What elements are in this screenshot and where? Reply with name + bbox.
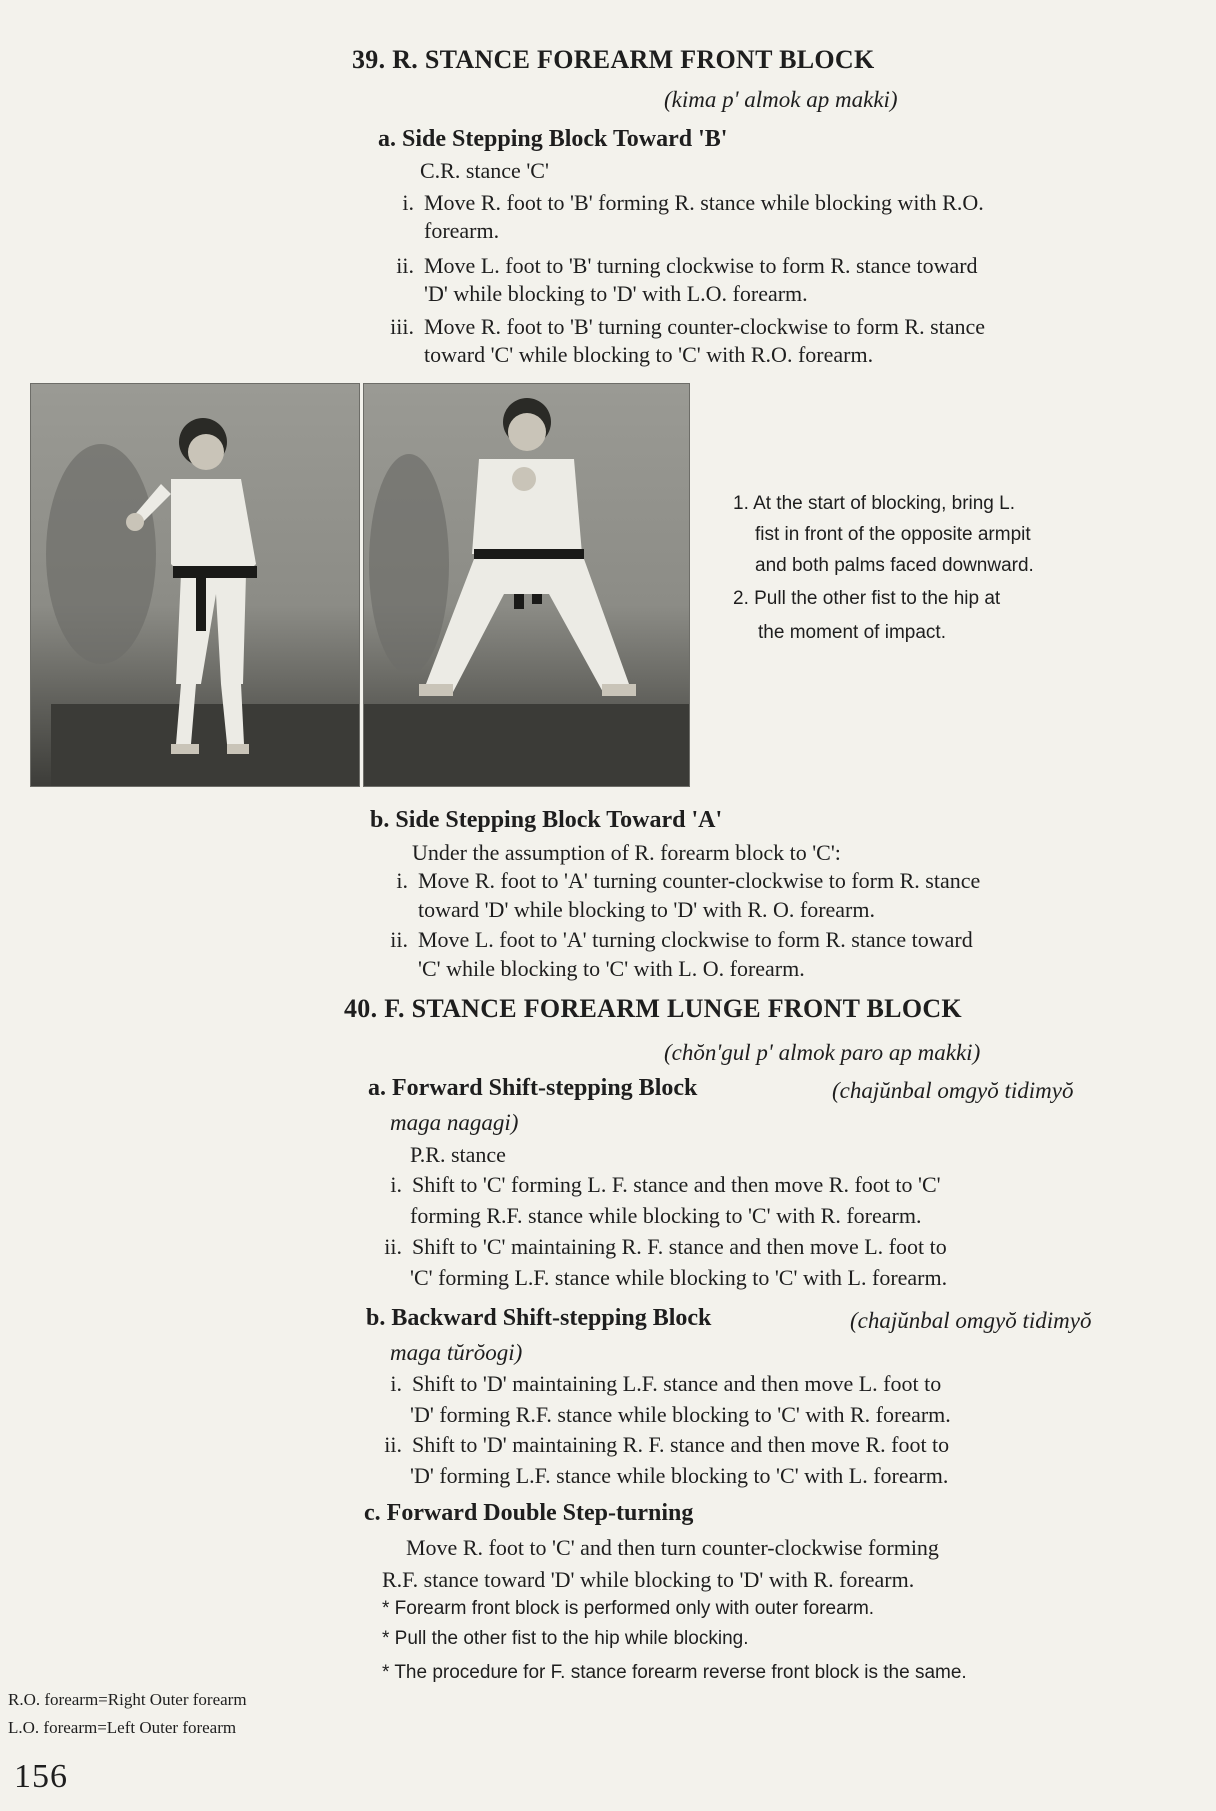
photo-front-stance-figure xyxy=(364,384,689,786)
section-40c-heading: c. Forward Double Step-turning xyxy=(364,1500,694,1526)
photo-side-stance-figure xyxy=(31,384,359,786)
section-40b-step-2-cont: 'D' forming L.F. stance while blocking to 'C' with L. forearm. xyxy=(410,1463,949,1488)
section-40b-heading: b. Backward Shift-stepping Block xyxy=(366,1305,712,1331)
footnote-1: * Forearm front block is performed only with outer forearm. xyxy=(382,1598,875,1619)
section-40a-heading: a. Forward Shift-stepping Block xyxy=(368,1075,698,1101)
section-39b-step-2: ii. Move L. foot to 'A' turning clockwise to form R. stance toward xyxy=(390,927,973,952)
section-39b-intro: Under the assumption of R. forearm block to 'C': xyxy=(412,840,841,865)
note-2-line-2: the moment of impact. xyxy=(758,622,946,643)
legend-ro: R.O. forearm=Right Outer forearm xyxy=(8,1690,247,1709)
section-40c-line-1: Move R. foot to 'C' and then turn counter-clockwise forming xyxy=(406,1535,939,1560)
section-40a-step-1: i. Shift to 'C' forming L. F. stance and then move R. foot to 'C' xyxy=(390,1172,941,1197)
section-39b-heading: b. Side Stepping Block Toward 'A' xyxy=(370,807,723,833)
footnote-2: * Pull the other fist to the hip while blocking. xyxy=(382,1628,749,1649)
section-40a-romanized-1: (chajŭnbal omgyŏ tidimyŏ xyxy=(832,1078,1074,1103)
footnote-3: * The procedure for F. stance forearm reverse front block is the same. xyxy=(382,1662,967,1683)
photo-front-stance xyxy=(363,383,690,787)
section-40a-step-2-cont: 'C' forming L.F. stance while blocking to 'C' with L. forearm. xyxy=(410,1265,948,1290)
section-40-title: 40. F. STANCE FOREARM LUNGE FRONT BLOCK xyxy=(344,994,962,1023)
section-39a-step-3: iii. Move R. foot to 'B' turning counter-clockwise to form R. stance xyxy=(390,314,986,339)
section-39a-step-1: i. Move R. foot to 'B' forming R. stance while blocking with R.O. xyxy=(402,190,984,215)
section-40b-step-1: i. Shift to 'D' maintaining L.F. stance and then move L. foot to xyxy=(390,1371,942,1396)
section-40b-romanized-1: (chajŭnbal omgyŏ tidimyŏ xyxy=(850,1308,1092,1333)
section-39a-step-2: ii. Move L. foot to 'B' turning clockwise to form R. stance toward xyxy=(396,253,978,278)
note-1-line-2: fist in front of the opposite armpit xyxy=(755,524,1031,545)
photo-side-stance xyxy=(30,383,360,787)
section-39b-step-1: i. Move R. foot to 'A' turning counter-clockwise to form R. stance xyxy=(396,868,981,893)
note-2-line-1: 2. Pull the other fist to the hip at xyxy=(733,588,1001,609)
section-40a-step-2: ii. Shift to 'C' maintaining R. F. stance and then move L. foot to xyxy=(384,1234,947,1259)
section-39a-step-3-cont: toward 'C' while blocking to 'C' with R.O. forearm. xyxy=(424,342,874,367)
section-40a-step-1-cont: forming R.F. stance while blocking to 'C' with R. forearm. xyxy=(410,1203,922,1228)
legend-lo: L.O. forearm=Left Outer forearm xyxy=(8,1718,237,1737)
section-39a-step-2-cont: 'D' while blocking to 'D' with L.O. forearm. xyxy=(424,281,808,306)
section-40a-stance: P.R. stance xyxy=(410,1142,506,1167)
section-40a-romanized-2: maga nagagi) xyxy=(390,1110,519,1135)
section-39a-stance: C.R. stance 'C' xyxy=(420,158,549,183)
section-39b-step-1-cont: toward 'D' while blocking to 'D' with R. O. forearm. xyxy=(418,897,875,922)
page-number: 156 xyxy=(14,1758,68,1795)
section-39a-heading: a. Side Stepping Block Toward 'B' xyxy=(378,126,728,152)
section-40-romanized: (chŏn'gul p' almok paro ap makki) xyxy=(664,1040,981,1065)
note-1-line-3: and both palms faced downward. xyxy=(755,555,1034,576)
section-39b-step-2-cont: 'C' while blocking to 'C' with L. O. forearm. xyxy=(418,956,805,981)
section-40b-step-1-cont: 'D' forming R.F. stance while blocking to 'C' with R. forearm. xyxy=(410,1402,951,1427)
note-1-line-1: 1. At the start of blocking, bring L. xyxy=(733,493,1015,514)
section-39-romanized: (kima p' almok ap makki) xyxy=(664,87,898,112)
section-40b-romanized-2: maga tŭrŏogi) xyxy=(390,1340,523,1365)
section-40b-step-2: ii. Shift to 'D' maintaining R. F. stance and then move R. foot to xyxy=(384,1432,950,1457)
section-40c-line-2: R.F. stance toward 'D' while blocking to 'D' with R. forearm. xyxy=(382,1567,915,1592)
section-39-title: 39. R. STANCE FOREARM FRONT BLOCK xyxy=(352,45,875,74)
section-39a-step-1-cont: forearm. xyxy=(424,218,500,243)
